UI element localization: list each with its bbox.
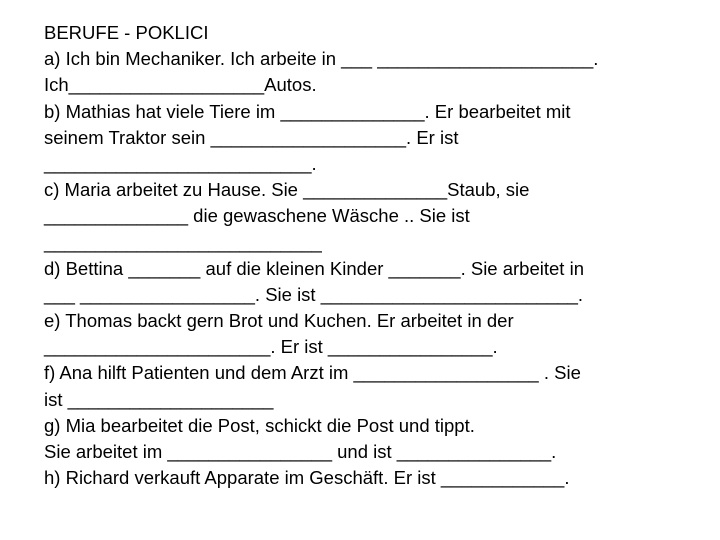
exercise-g-line-2: Sie arbeitet im ________________ und ist _______________. bbox=[44, 441, 557, 462]
exercise-c-line-3: ___________________________ bbox=[44, 231, 322, 253]
exercise-c-line-2: ______________ die gewaschene Wäsche .. Sie ist bbox=[44, 205, 470, 227]
exercise-h-line-1: h) Richard verkauft Apparate im Geschäft. Er ist ____________. bbox=[44, 467, 570, 489]
exercise-b-line-2: seinem Traktor sein ___________________. Er ist bbox=[44, 126, 459, 148]
exercise-a-line-1: a) Ich bin Mechaniker. Ich arbeite in ___ _____________________. bbox=[44, 48, 599, 70]
exercise-f-line-1: f) Ana hilft Patienten und dem Arzt im __________________ . Sie bbox=[44, 362, 581, 384]
exercise-g-line-1: g) Mia bearbeitet die Post, schickt die Post und tippt. bbox=[44, 414, 475, 436]
exercise-c-line-1: c) Maria arbeitet zu Hause. Sie ______________Staub, sie bbox=[44, 179, 530, 201]
exercise-d-line-1: d) Bettina _______ auf die kleinen Kinder _______. Sie arbeitet in bbox=[44, 257, 584, 279]
exercise-b-line-1: b) Mathias hat viele Tiere im ______________. Er bearbeitet mit bbox=[44, 100, 571, 122]
exercise-a-line-2: Ich___________________Autos. bbox=[44, 74, 317, 96]
exercise-d-line-2: ___ _________________. Sie ist _________________________. bbox=[44, 283, 584, 305]
exercise-b-line-3: __________________________. bbox=[44, 152, 317, 174]
exercise-e-line-1: e) Thomas backt gern Brot und Kuchen. Er arbeitet in der bbox=[44, 310, 514, 332]
worksheet bbox=[44, 20, 694, 491]
exercise-e-line-2: ______________________. Er ist ________________. bbox=[44, 336, 498, 358]
worksheet-title: BERUFE - POKLICI bbox=[44, 22, 209, 43]
exercise-f-line-2: ist ____________________ bbox=[44, 388, 274, 410]
